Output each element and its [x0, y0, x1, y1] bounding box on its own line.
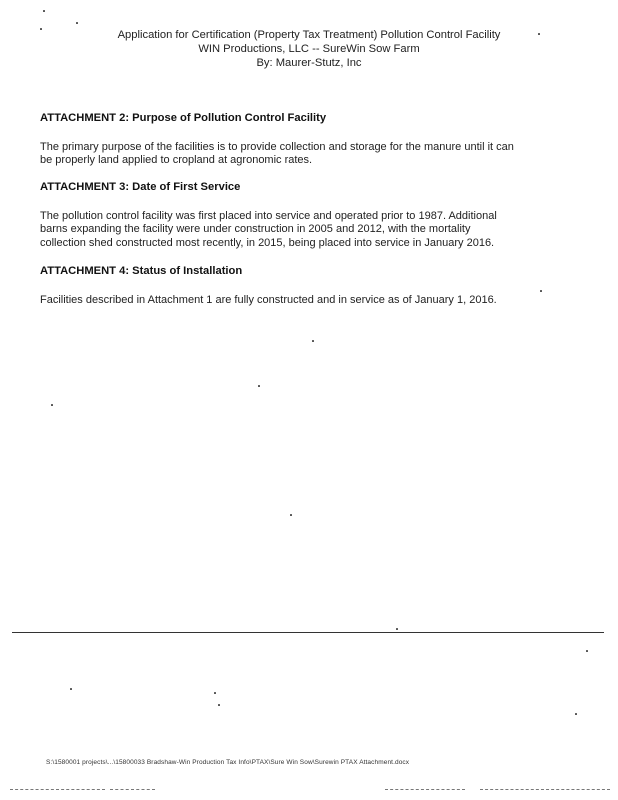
- scan-speck: [258, 385, 260, 387]
- scan-edge-mark: [480, 789, 610, 790]
- scan-speck: [70, 688, 72, 690]
- attachment-2-title: ATTACHMENT 2: Purpose of Pollution Control Facility: [40, 112, 327, 124]
- scan-edge-mark: [10, 789, 105, 790]
- scan-speck: [40, 28, 42, 30]
- scan-speck: [575, 713, 577, 715]
- attachment-2-line: The primary purpose of the facilities is to provide collection and storage for the manure until it can: [40, 141, 514, 153]
- scan-speck: [538, 33, 540, 35]
- scan-speck: [312, 340, 314, 342]
- scan-speck: [51, 404, 53, 406]
- attachment-2-line: be properly land applied to cropland at agronomic rates.: [40, 154, 313, 167]
- scan-speck: [290, 514, 292, 516]
- attachment-3-line: barns expanding the facility were under construction in 2005 and 2012, with the mortality: [40, 223, 471, 236]
- attachment-4-title: ATTACHMENT 4: Status of Installation: [40, 265, 243, 277]
- attachment-3-title: ATTACHMENT 3: Date of First Service: [40, 181, 241, 193]
- attachment-2-body: [40, 141, 570, 168]
- scan-edge-mark: [385, 789, 465, 790]
- footer-file-path: S:\1580001 projects\...\15800033 Bradshaw-Win Production Tax Info\PTAX\Sure Win Sow\Surewin PTAX Attachment.docx: [46, 759, 410, 766]
- attachment-3-line: The pollution control facility was first placed into service and operated prior to 1987. Additional: [40, 210, 497, 222]
- scan-speck: [214, 692, 216, 694]
- attachment-4-line: Facilities described in Attachment 1 are fully constructed and in service as of January 1, 2016.: [40, 294, 497, 306]
- scan-speck: [586, 650, 588, 652]
- scan-speck: [218, 704, 220, 706]
- document-header: [0, 28, 618, 70]
- scan-speck: [540, 290, 542, 292]
- scan-speck: [43, 10, 45, 12]
- attachment-3-line: collection shed constructed most recently, in 2015, being placed into service in January 2016.: [40, 236, 495, 249]
- scan-speck: [396, 628, 398, 630]
- attachment-3-body: [40, 210, 570, 250]
- scan-edge-mark: [110, 789, 155, 790]
- header-title: Application for Certification (Property Tax Treatment) Pollution Control Facility: [117, 29, 501, 41]
- scan-speck: [76, 22, 78, 24]
- attachment-4-body: [40, 294, 570, 307]
- page-divider: [12, 632, 604, 633]
- header-author: By: Maurer-Stutz, Inc: [256, 57, 362, 69]
- header-company: WIN Productions, LLC -- SureWin Sow Farm: [198, 43, 420, 55]
